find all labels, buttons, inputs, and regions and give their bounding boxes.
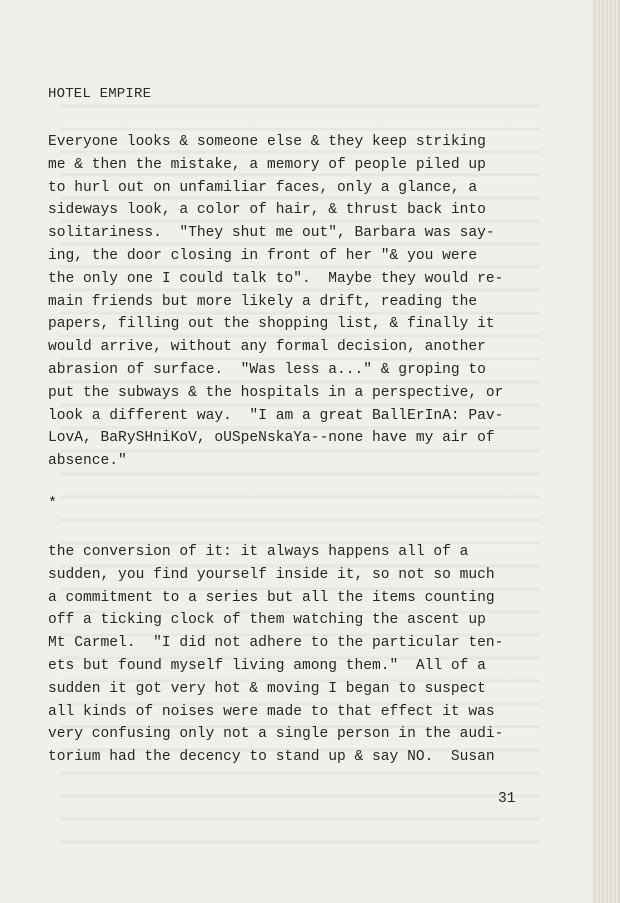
text-line: Mt Carmel. "I did not adhere to the particular ten-: [48, 635, 504, 652]
text-line: off a ticking clock of them watching the ascent up: [48, 612, 486, 629]
text-line: ing, the door closing in front of her "& you were: [48, 247, 478, 264]
text-line: me & then the mistake, a memory of people piled up: [48, 156, 486, 173]
text-line: all kinds of noises were made to that effect it was: [48, 703, 495, 720]
paragraph-1: [48, 131, 526, 473]
text-line: would arrive, without any formal decision, another: [48, 339, 486, 356]
page-number: 31: [498, 791, 516, 807]
text-line: sudden, you find yourself inside it, so not so much: [48, 566, 495, 583]
text-line: absence.": [48, 453, 127, 470]
text-line: Everyone looks & someone else & they keep striking: [48, 134, 486, 150]
text-line: LovA, BaRySHniKoV, oUSpeNskaYa--none have my air of: [48, 430, 495, 447]
section-separator: *: [48, 495, 58, 512]
text-line: a commitment to a series but all the items counting: [48, 589, 495, 606]
text-line: the conversion of it: it always happens all of a: [48, 544, 469, 560]
text-line: to hurl out on unfamiliar faces, only a glance, a: [48, 179, 478, 196]
text-line: torium had the decency to stand up & say NO. Susan: [48, 749, 495, 766]
paragraph-2: [48, 541, 526, 769]
text-line: ets but found myself living among them." All of a: [48, 657, 486, 674]
text-line: look a different way. "I am a great BallErInA: Pav-: [48, 407, 504, 424]
page-title: HOTEL EMPIRE: [48, 86, 152, 102]
text-line: put the subways & the hospitals in a perspective, or: [48, 384, 504, 401]
text-line: sudden it got very hot & moving I began to suspect: [48, 680, 486, 697]
text-line: solitariness. "They shut me out", Barbara was say-: [48, 225, 495, 242]
text-line: the only one I could talk to". Maybe they would re-: [48, 270, 504, 287]
text-line: sideways look, a color of hair, & thrust back into: [48, 202, 486, 219]
text-line: abrasion of surface. "Was less a..." & groping to: [48, 361, 486, 378]
text-line: papers, filling out the shopping list, & finally it: [48, 316, 495, 333]
page-stack-edge: [592, 0, 620, 903]
text-line: main friends but more likely a drift, reading the: [48, 293, 478, 310]
text-line: very confusing only not a single person in the audi-: [48, 726, 504, 743]
